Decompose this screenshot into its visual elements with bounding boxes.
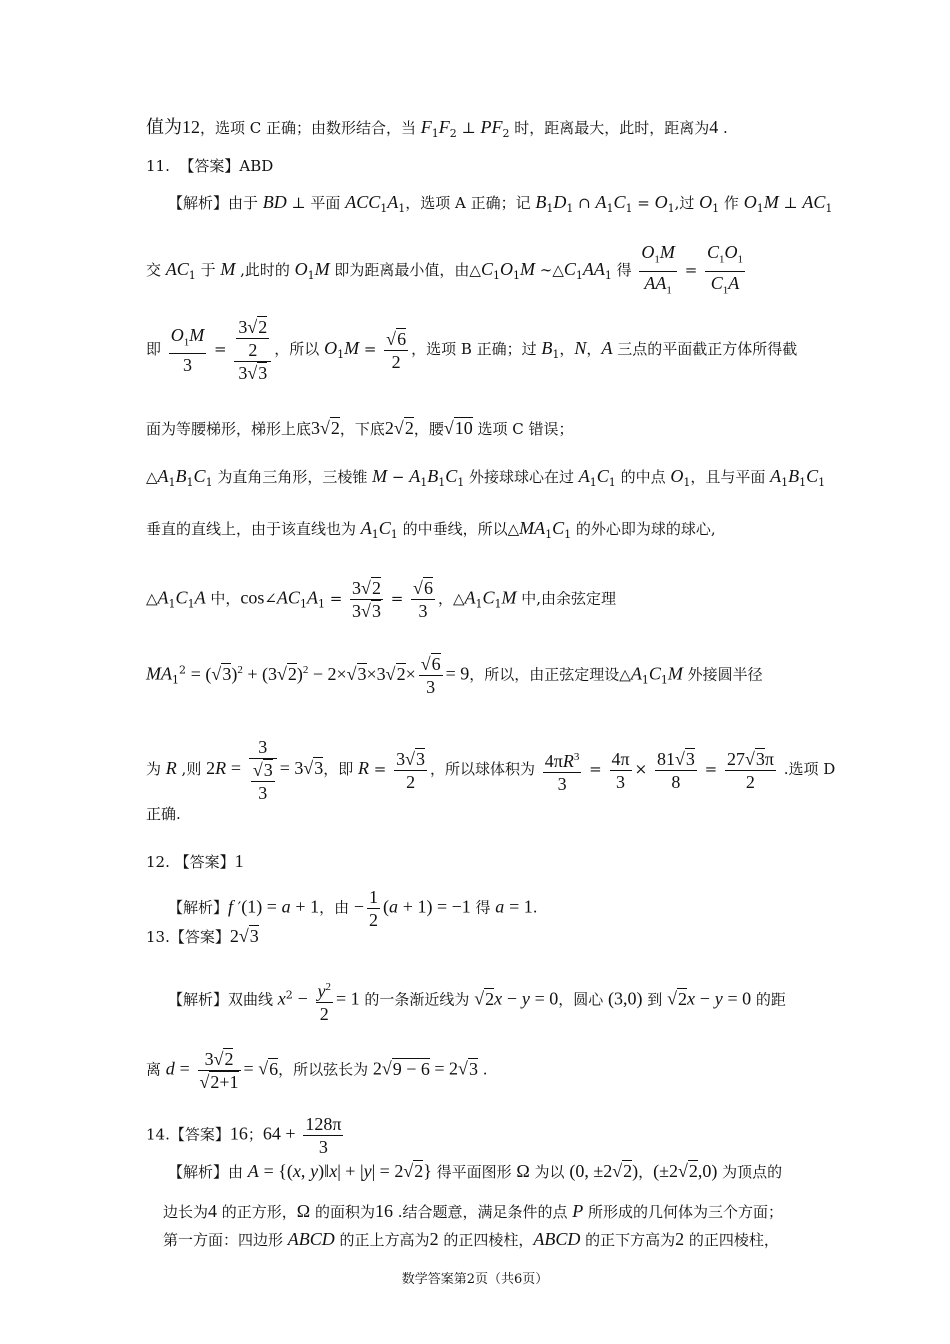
text-line: $MA_1^2 = (√3)^2 + (3√2)^2 - 2\times√3\times 3√2\times$ $\frac{√6}{3}$ = 9，所以，由正弦定理设$\triangle A_1C_1M$ 外接圆半径 <box>146 654 763 697</box>
page-footer: 数学答案第2页（共6页） <box>401 1272 549 1287</box>
analysis-11: 【解析】由于 BD ⊥ 平面 $ACC_1A_1$，选项 A 正确；记 $B_1D_1$ ∩ $A_1C_1 = O_1$,过 $O_1$ 作 $O_1M$ ⊥ $AC_1$ <box>168 192 833 215</box>
text-line: $\triangle A_1C_1A$ 中，$\cos\angle AC_1A_1$ = $\frac{3√2}{3√3}$ = $\frac{√6}{3}$ ，$\triangle A_1C_1M$ 中,由余弦定理 <box>146 578 617 621</box>
text-line: 离 d = $\frac{3√2}{√2+1}$ = √6，所以弦长为 2√9 − 6 = 2√3 . <box>146 1049 488 1092</box>
analysis-14: 【解析】由 A = {(x, y)‖x| + |y| = 2√2} 得平面图形 Ω 为以 (0, ±2√2)，(±2√2,0) 为顶点的 <box>168 1161 783 1181</box>
text-line: $\triangle A_1B_1C_1$ 为直角三角形，三棱锥 $M - A_1B_1C_1$ 外接球球心在过 $A_1C_1$ 的中点 $O_1$，且与平面 $A_1B_1C_1$ <box>146 466 826 489</box>
text-line: 为 R ,则 2R = $\frac{3}{\frac{√3}{3}}$ = 3√3，即 R = $\frac{3√3}{2}$ ，所以球体积为 $\frac{4\pi R^3}{3}$ = $\frac{4\pi}{3}$ × $\frac{81√3}{8}$ = $\frac{27√3\pi}{2}$ .选项 D <box>146 737 836 803</box>
text-line: 值为12，选项 C 正确；由数形结合，当 $F_1F_2$ ⊥ $PF_2$ 时，距离最大，此时，距离为4 . <box>146 117 728 140</box>
analysis-13: 【解析】双曲线 $x^2$ − $\frac{y^2}{2}$ = 1 的一条渐近线为 √2x − y = 0，圆心 (3,0) 到 √2x − y = 0 的距 <box>168 976 786 1025</box>
text-line: 正确. <box>146 805 181 823</box>
answer-14: 14.【答案】16；64 + $\frac{128\pi}{3}$ <box>146 1114 342 1157</box>
text-line: 面为等腰梯形，梯形上底3√2，下底2√2，腰√10 选项 C 错误； <box>146 418 574 438</box>
analysis-12: 【解析】f ′(1) = a + 1，由 − $\frac{1}{2}$ (a + 1) = −1 得 a = 1. <box>168 887 538 930</box>
answer-13: 13.【答案】2√3 <box>146 926 259 946</box>
text-line: 交 $AC_1$ 于 M ,此时的 $O_1M$ 即为距离最小值，由$\triangle C_1O_1M$ $\sim\triangle C_1AA_1$ 得 $\frac{O_1M}{AA_1}$ = $\frac{C_1O_1}{C_1A}$ <box>146 242 744 297</box>
text-line: 第一方面：四边形 ABCD 的正上方高为2 的正四棱柱，ABCD 的正下方高为2 的正四棱柱， <box>163 1229 779 1249</box>
text-line: 边长为4 的正方形，Ω 的面积为16 .结合题意，满足条件的点 P 所形成的几何体为三个方面； <box>163 1201 784 1221</box>
text-line: 垂直的直线上，由于该直线也为 $A_1C_1$ 的中垂线，所以$\triangle MA_1C_1$ 的外心即为球的球心, <box>146 518 716 541</box>
text-line: 即 $\frac{O_1M}{3}$ = $\frac{\frac{3√2}{2}}{3√3}$ ，所以 $O_1M$ = $\frac{√6}{2}$ ，选项 B 正确；过 $B_1$，N，A 三点的平面截正方体所得截 <box>146 317 798 383</box>
answer-11: 11. 【答案】ABD <box>146 157 274 175</box>
answer-12: 12. 【答案】1 <box>146 851 244 871</box>
